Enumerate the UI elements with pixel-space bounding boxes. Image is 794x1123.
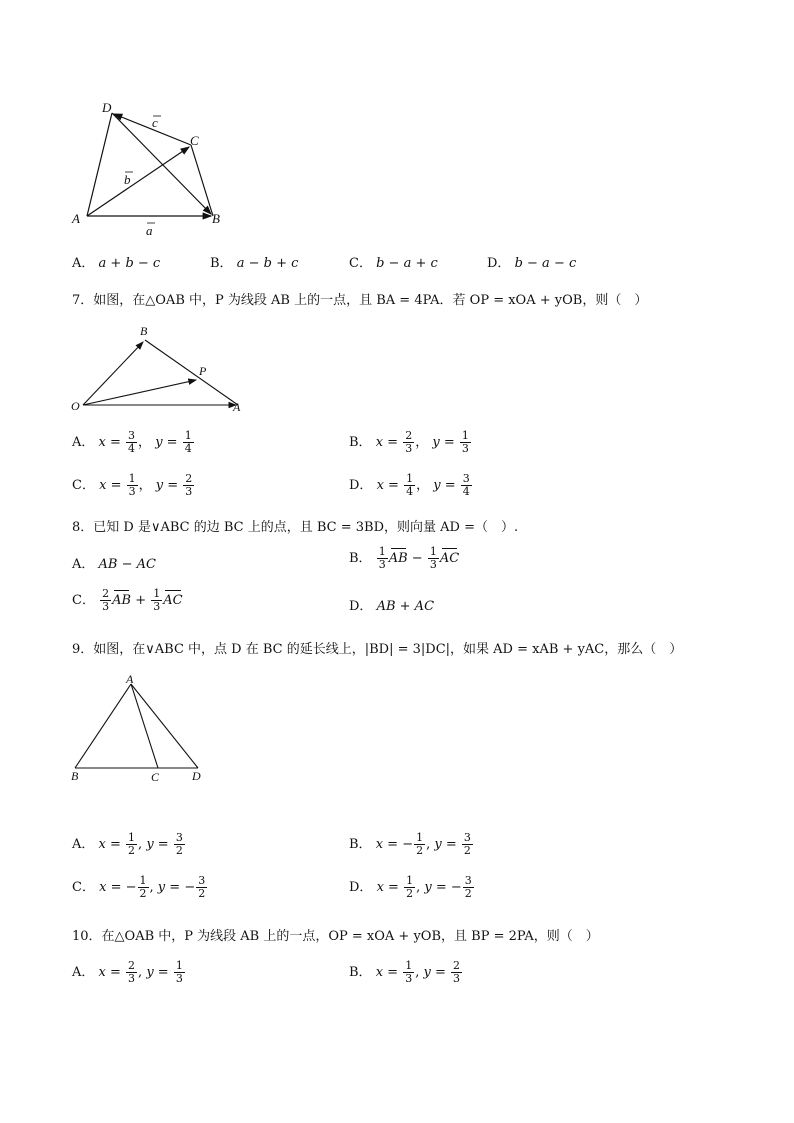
q9-figure [65,670,215,785]
label-B: B [140,324,148,338]
q6-option-b[interactable]: B． a − b + c [210,256,299,271]
label-A: A [233,400,241,414]
q8-option-a[interactable]: A． AB − AC [72,557,156,572]
q7-option-b[interactable]: B． x = $\frac{2}{3}$ ， y = $\frac{1}{3}$ [349,429,469,455]
q6-option-b-expr: a − b + c [236,256,299,271]
q10-stem: 10．在△OAB 中，P 为线段 AB 上的一点，OP = xOA + yOB，且 BP = 2PA，则（ ） [72,929,599,944]
segment-AC [131,684,158,768]
vector-b-AC [87,147,189,216]
q6-option-a[interactable]: A． a + b − c [72,256,161,271]
q9-stem: 9．如图，在∨ABC 中，点 D 在 BC 的延长线上，|BD| = 3|DC|，如果 AD = xAB + yAC，那么（ ） [72,642,683,657]
label-B: B [71,769,79,783]
segment-AB [75,684,131,768]
label-A: A [126,672,134,686]
label-D: D [192,769,201,783]
q10-option-b[interactable]: B． x = $\frac{1}{3}$ , y = $\frac{2}{3}$ [349,959,461,985]
q9-option-c[interactable]: C． x = − $\frac{1}{2}$ , y = − $\frac{3}{2}$ [72,874,206,900]
label-A: A [72,211,80,226]
q6-option-a-expr: a + b − c [98,256,161,271]
q6-option-d-expr: b − a − c [514,256,577,271]
q9-option-d[interactable]: D． x = $\frac{1}{2}$ , y = − $\frac{3}{2}$ [349,874,472,900]
q9-option-a[interactable]: A． x = $\frac{1}{2}$ , y = $\frac{3}{2}$ [72,831,183,857]
q6-figure [60,95,240,245]
q7-option-c[interactable]: C． x = $\frac{1}{3}$ ， y = $\frac{2}{3}$ [72,472,193,498]
q6-option-d[interactable]: D． b − a − c [487,256,577,271]
label-a: a [146,223,153,238]
label-B: B [212,211,220,226]
label-b: b [124,172,131,187]
segment-AD [131,684,198,768]
q7-option-d[interactable]: D． x = $\frac{1}{4}$ ， y = $\frac{3}{4}$ [349,472,470,498]
q8-stem: 8．已知 D 是∨ABC 的边 BC 上的点，且 BC = 3BD，则向量 AD =（ ）. [72,520,519,535]
label-P: P [199,364,207,378]
segment-BA [145,340,238,405]
q10-option-a[interactable]: A． x = $\frac{2}{3}$ , y = $\frac{1}{3}$ [72,959,183,985]
label-O: O [71,399,80,413]
label-c: c [152,115,158,130]
q8-option-b[interactable]: B． $\frac{1}{3}$ AB − $\frac{1}{3}$ AC [349,545,460,571]
q7-option-a[interactable]: A． x = $\frac{3}{4}$ ， y = $\frac{1}{4}$ [72,429,192,455]
segment-AD [87,113,112,216]
q7-stem: 7．如图，在△OAB 中，P 为线段 AB 上的一点，且 BA = 4PA．若 OP = xOA + yOB，则（ ） [72,293,648,308]
vector-OP [83,380,196,405]
vector-OB [83,342,143,405]
q8-option-c[interactable]: C． $\frac{2}{3}$ AB + $\frac{1}{3}$ AC [72,587,183,613]
q9-option-b[interactable]: B． x = − $\frac{1}{2}$ , y = $\frac{3}{2}$ [349,831,471,857]
q6-option-c-expr: b − a + c [376,256,438,271]
label-C: C [151,770,160,784]
q7-figure [65,322,255,417]
label-C: C [190,133,199,148]
q6-option-c[interactable]: C． b − a + c [349,256,438,271]
q8-option-d[interactable]: D． AB + AC [349,599,435,614]
label-D: D [102,100,112,115]
